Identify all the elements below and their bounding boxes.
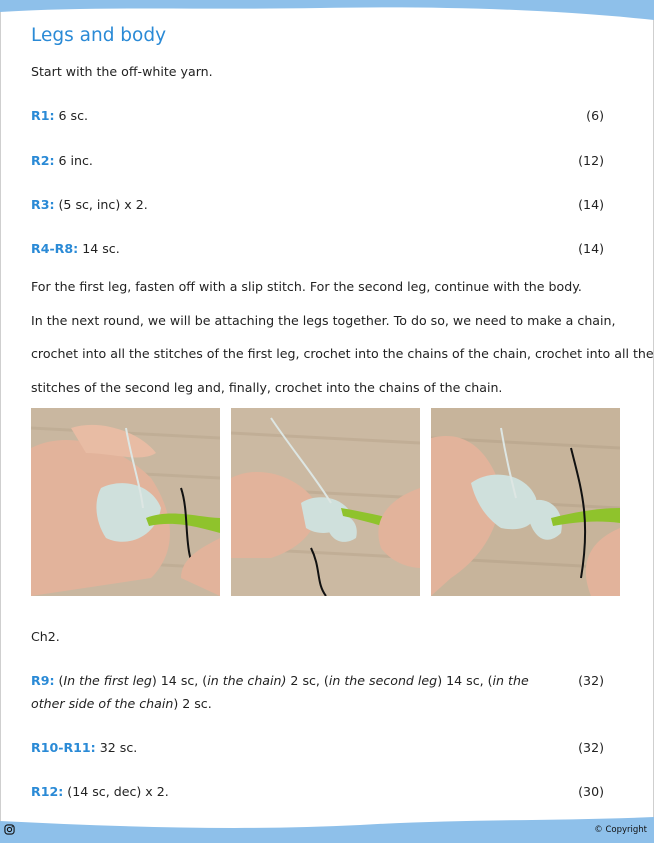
round-label: R3: (31, 197, 55, 212)
bottom-wave-decoration (0, 815, 654, 843)
stitch-count: (32) (578, 740, 604, 755)
attach-paragraph-line: stitches of the second leg and, finally, crochet into the chains of the chain. (31, 380, 503, 395)
stitch-count: (12) (578, 153, 604, 168)
top-wave-decoration (0, 0, 654, 24)
round-label: R4-R8: (31, 241, 79, 256)
r9-part: ( (58, 673, 64, 688)
stitch-count: (14) (578, 241, 604, 256)
round-row (31, 193, 604, 216)
round-row (31, 736, 604, 759)
round-label: R10-R11: (31, 740, 96, 755)
round-text: (14 sc, dec) x 2. (67, 784, 169, 799)
attach-paragraph-line: In the next round, we will be attaching the legs together. To do so, we need to make a chain, (31, 313, 616, 328)
section-title: Legs and body (31, 25, 167, 46)
instagram-icon[interactable] (4, 824, 15, 835)
round-row (31, 149, 604, 172)
first-leg-paragraph: For the first leg, fasten off with a slip stitch. For the second leg, continue with the body. (31, 279, 582, 294)
stitch-count: (30) (578, 784, 604, 799)
r9-part-italic: side of the chain (68, 696, 174, 711)
r9-text (31, 669, 536, 715)
round-text: 6 inc. (58, 153, 93, 168)
stitch-count: (6) (586, 108, 604, 123)
r9-part-italic: in the second leg (328, 673, 438, 688)
round-row-r9 (31, 669, 604, 715)
r9-part: 2 sc, ( (286, 673, 329, 688)
round-label: R2: (31, 153, 55, 168)
round-text: 32 sc. (99, 740, 138, 755)
attach-paragraph-line: crochet into all the stitches of the first leg, crochet into the chains of the chain, crochet into all the (31, 346, 654, 361)
r9-part-italic: in the chain) (207, 673, 287, 688)
round-row (31, 104, 604, 127)
ch2-instruction: Ch2. (31, 629, 60, 644)
stitch-count: (14) (578, 197, 604, 212)
round-text: 6 sc. (58, 108, 89, 123)
step-photo-2 (231, 408, 420, 596)
r9-part: ) 14 sc, ( (151, 673, 208, 688)
r9-part-italic: in the other (31, 673, 529, 711)
copyright-text: © Copyright (594, 825, 647, 835)
round-row (31, 780, 604, 803)
round-row (31, 237, 604, 260)
r9-part-italic: In the first leg (63, 673, 152, 688)
round-label: R9: (31, 673, 55, 688)
round-text: 14 sc. (82, 241, 120, 256)
r9-part: ) 14 sc, ( (437, 673, 493, 688)
r9-part: ) 2 sc. (173, 696, 212, 711)
step-photo-1 (31, 408, 220, 596)
round-label: R12: (31, 784, 64, 799)
round-label: R1: (31, 108, 55, 123)
step-photo-3 (431, 408, 620, 596)
intro-text: Start with the off-white yarn. (31, 64, 213, 79)
stitch-count: (32) (578, 673, 604, 688)
round-text: (5 sc, inc) x 2. (58, 197, 148, 212)
